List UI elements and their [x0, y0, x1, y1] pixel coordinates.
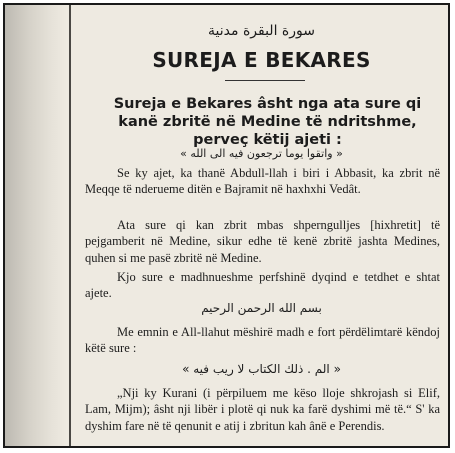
- arabic-surah-heading: سورة البقرة مدنية: [208, 23, 315, 39]
- book-page: [75, 5, 448, 446]
- book-gutter: [5, 5, 67, 446]
- intro-heading: Sureja e Bekares âsht nga ata sure qi kanë zbritë në Medine të ndritshme, perveç këtij ajeti :: [113, 96, 422, 148]
- basmala: بسم الله الرحمن الرحيم: [201, 301, 322, 315]
- binding-edge: [69, 5, 71, 446]
- paragraph-3: Kjo sure e madhnueshme perfshinë dyqind e tetdhet e shtat ajete.: [85, 270, 440, 301]
- page-title: SUREJA E BEKARES: [152, 48, 371, 72]
- paragraph-2: Ata sure qi kan zbrit mbas shperngulljes [hixhretit] të pejgamberit në Medine, sikur edhe të kenë zbritë jashta Medines, quhen si me pasë zbritë në Medine.: [85, 218, 440, 265]
- paragraph-5: „Nji ky Kurani (i përpiluem me këso lloje shkrojash si Elif, Lam, Mijm); âsht nji libër i plotë qi nuk ka farë dyshimi më të.“ S' ka dyshim fare në të qenunit e atij i zbritun kah ânë e Perendis.: [85, 386, 440, 433]
- arabic-verse: « واتقوا يوما ترجعون فيه الى الله »: [180, 147, 343, 160]
- page-scan: [3, 3, 450, 448]
- paragraph-1: Se ky ajet, ka thanë Abdull-llah i biri i Abbasit, ka zbrit në Meqqe të nderueme ditën e Bajramit në haxhxhi Vedât.: [85, 166, 440, 197]
- paragraph-4: Me emnin e All-llahut mëshirë madh e fort përdëlimtarë këndoj këtë sure :: [85, 325, 440, 356]
- title-underline: [225, 80, 305, 81]
- arabic-opening-verse: « الم . ذلك الكتاب لا ريب فيه »: [182, 362, 341, 376]
